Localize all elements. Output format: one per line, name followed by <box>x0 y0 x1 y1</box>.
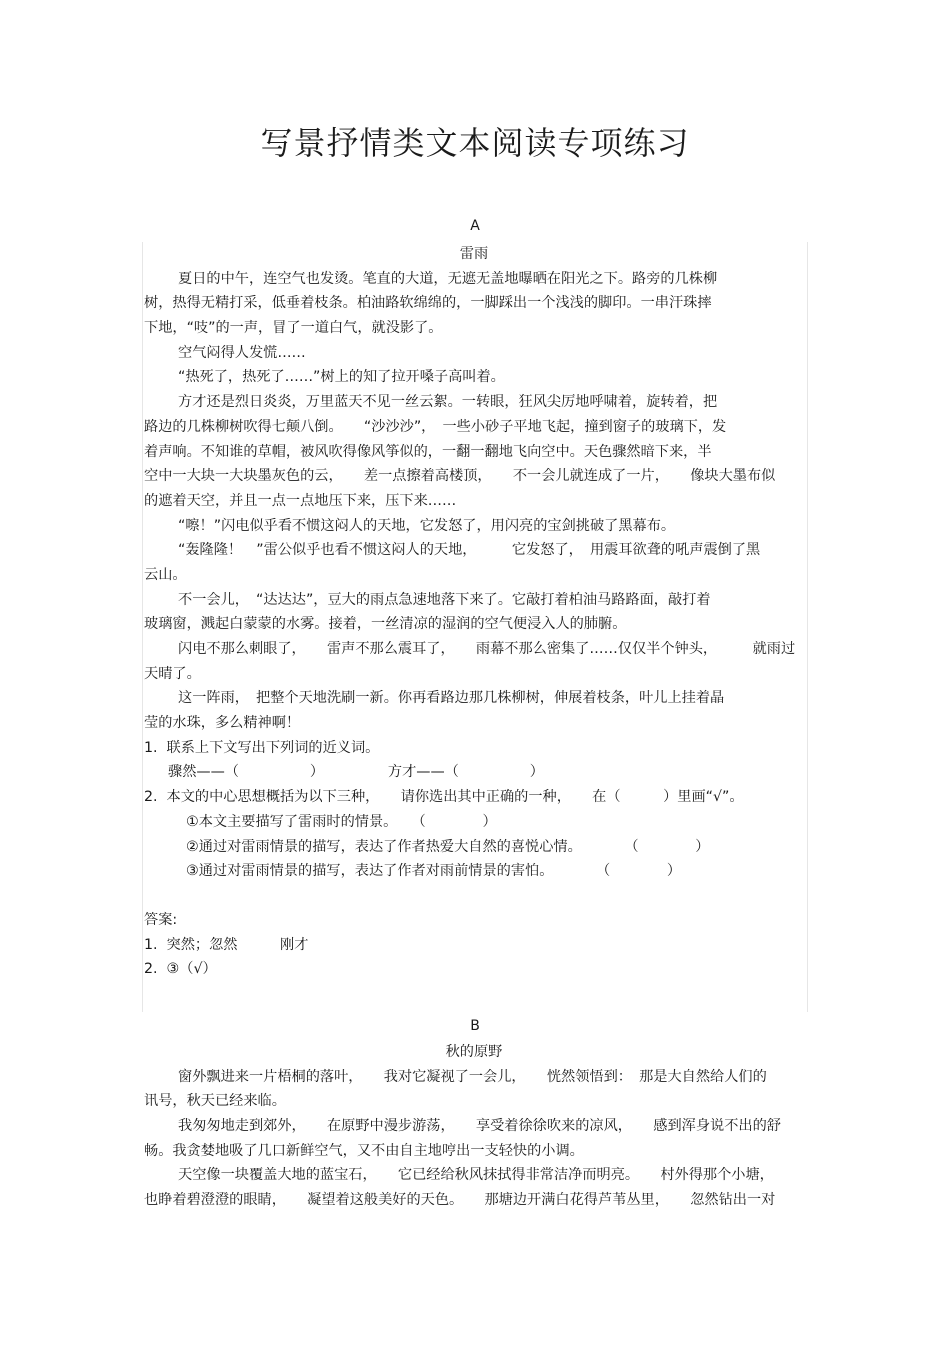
section-a-heading: 雷雨 <box>459 246 489 262</box>
paragraph-line: 树，热得无精打采，低垂着枝条。柏油路软绵绵的，一脚踩出一个浅浅的脚印。一串汗珠摔 <box>144 295 712 312</box>
paragraph-line: 窗外飘进来一片梧桐的落叶， 我对它凝视了一会儿， 恍然领悟到： 那是大自然给人们的 <box>178 1068 767 1085</box>
question-line: ②通过对雷雨情景的描写，表达了作者热爱大自然的喜悦心情。 （ ） <box>186 838 710 855</box>
question-line: 骤然——（ ） 方才——（ ） <box>168 764 544 781</box>
paragraph-line: 空中一大块一大块墨灰色的云， 差一点擦着高楼顶， 不一会儿就连成了一片， 像块大墨布似 <box>144 468 776 485</box>
answer-line: 2. ③（√） <box>144 961 217 978</box>
section-a-label: A <box>470 218 480 234</box>
paragraph-line: 莹的水珠，多么精神啊！ <box>144 715 301 732</box>
question-line: ①本文主要描写了雷雨时的情景。 （ ） <box>186 813 497 830</box>
answer-line: 1. 突然；忽然 刚才 <box>144 936 309 953</box>
answer-label: 答案: <box>144 911 178 928</box>
paragraph-line: 天空像一块覆盖大地的蓝宝石， 它已经给秋风抹拭得非常洁净而明亮。 村外得那个小塘， <box>178 1167 774 1184</box>
paragraph-line: 讯号，秋天已经来临。 <box>144 1093 286 1110</box>
page-title: 写景抒情类文本阅读专项练习 <box>260 124 690 162</box>
paragraph-line: 的遮着天空，并且一点一点地压下来，压下来…… <box>144 492 457 509</box>
section-b-label: B <box>470 1018 480 1034</box>
question-line: 2. 本文的中心思想概括为以下三种， 请你选出其中正确的一种， 在（ ）里画“√”。 <box>144 789 744 806</box>
paragraph-line: 下地，“吱”的一声，冒了一道白气，就没影了。 <box>144 320 443 337</box>
section-b <box>144 1040 804 1213</box>
paragraph-line: “嚓！”闪电似乎看不惯这闷人的天地，它发怒了，用闪亮的宝剑挑破了黑幕布。 <box>178 517 676 534</box>
paragraph-line: 玻璃窗，溅起白蒙蒙的水雾。接着，一丝清凉的湿润的空气便浸入人的肺腑。 <box>144 616 627 633</box>
paragraph-line: 着声响。不知谁的草帽，被风吹得像风筝似的，一翻一翻地飞向空中。天色骤然暗下来，半 <box>144 443 712 460</box>
paragraph-line: 不一会儿， “达达达”，豆大的雨点急速地落下来了。它敲打着柏油马路路面，敲打着 <box>178 591 711 608</box>
paragraph-line: “轰隆隆！ ”雷公似乎也看不惯这闷人的天地， 它发怒了， 用震耳欲聋的吼声震倒了黑 <box>178 542 761 559</box>
paragraph-line: 夏日的中午，连空气也发烫。笔直的大道，无遮无盖地曝晒在阳光之下。路旁的几株柳 <box>178 270 718 287</box>
section-b-heading: 秋的原野 <box>445 1044 503 1060</box>
paragraph-line: 云山。 <box>144 566 187 583</box>
question-line: 1. 联系上下文写出下列词的近义词。 <box>144 739 380 756</box>
question-line: ③通过对雷雨情景的描写，表达了作者对雨前情景的害怕。 （ ） <box>186 863 682 880</box>
paragraph-line: 路边的几株柳树吹得七颠八倒。 “沙沙沙”， 一些小砂子平地飞起，撞到窗子的玻璃下，发 <box>144 418 727 435</box>
section-a <box>144 242 804 982</box>
paragraph-line: 方才还是烈日炎炎，万里蓝天不见一丝云絮。一转眼，狂风尖厉地呼啸着，旋转着，把 <box>178 394 718 411</box>
paragraph-line: 空气闷得人发慌…… <box>178 344 306 361</box>
paragraph-line: 这一阵雨， 把整个天地洗刷一新。你再看路边那几株柳树，伸展着枝条，叶儿上挂着晶 <box>178 690 725 707</box>
paragraph-line: 畅。我贪婪地吸了几口新鲜空气，又不由自主地哼出一支轻快的小调。 <box>144 1142 584 1159</box>
paragraph-line: 天晴了。 <box>144 665 201 682</box>
paragraph-line: 也睁着碧澄澄的眼睛， 凝望着这般美好的天色。 那塘边开满白花得芦苇丛里， 忽然钻出一对 <box>144 1192 776 1209</box>
paragraph-line: “热死了，热死了……”树上的知了拉开嗓子高叫着。 <box>178 369 505 386</box>
paragraph-line: 我匆匆地走到郊外， 在原野中漫步游荡， 享受着徐徐吹来的凉风， 感到浑身说不出的舒 <box>178 1118 781 1135</box>
paragraph-line: 闪电不那么刺眼了， 雷声不那么震耳了， 雨幕不那么密集了……仅仅半个钟头， 就雨过 <box>178 641 796 657</box>
